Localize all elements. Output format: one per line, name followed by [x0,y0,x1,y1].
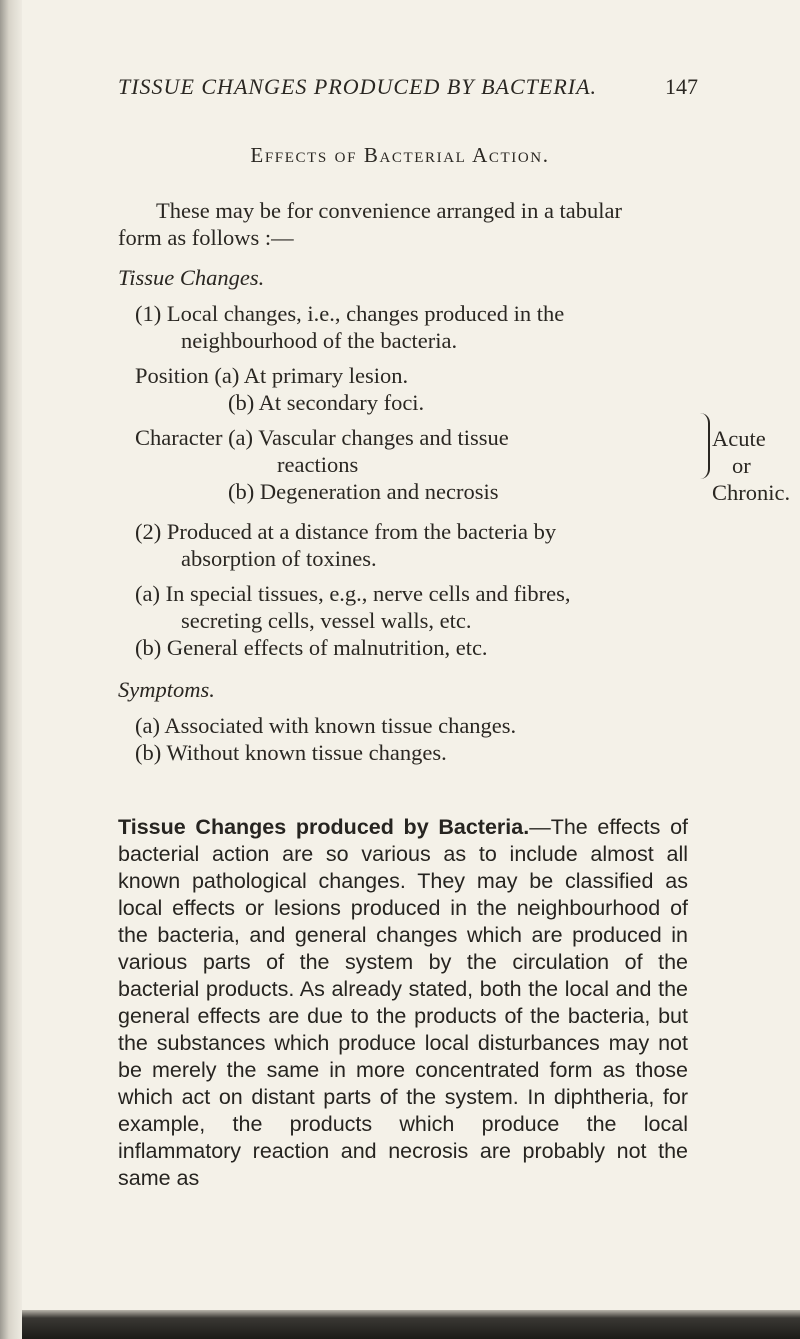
section-title: Effects of Bacterial Action. [250,143,550,167]
paragraph-run-in-heading: Tissue Changes produced by Bacteria. [118,815,530,839]
paragraph-text: —The effects of bacterial action are so various as to include almost all known pathological changes. They may be classified as local effects or lesions produced in the neighbourhood of the bacteria, and general changes which are produced in various parts of the system by the circulation of the bacterial products. As already stated, both the local and the general effects are due to the products of the bacteria, but the substances which produce local disturbances may not be merely the same in more concentrated form as those which act on distant parts of the system. In diphtheria, for example, the products which produce the local inflammatory reaction and necrosis are probably not the same as [118,815,689,1190]
item-2b: (b) General effects of malnutrition, etc. [135,635,488,660]
tissue-changes-heading: Tissue Changes. [118,265,265,290]
running-header [118,74,698,100]
position-a: Position (a) At primary lesion. [135,363,409,388]
item-2-line-1: (2) Produced at a distance from the bacteria by [135,519,557,544]
scan-bottom-edge [22,1310,800,1339]
acute-label: Acute [712,426,766,451]
intro-line-1: These may be for convenience arranged in a tabular [156,198,623,223]
item-1-line-2: neighbourhood of the bacteria. [181,328,458,353]
character-b: (b) Degeneration and necrosis [228,479,499,504]
running-title: TISSUE CHANGES PRODUCED BY BACTERIA. [118,74,598,99]
or-label: or [732,453,751,478]
chronic-label: Chronic. [712,480,791,505]
character-a-line-2: reactions [277,452,359,477]
intro-line-2: form as follows :— [118,225,294,250]
page-number: 147 [665,74,698,99]
item-2-line-2: absorption of toxines. [181,546,377,571]
symptom-a: (a) Associated with known tissue changes. [135,713,517,738]
position-b: (b) At secondary foci. [228,390,425,415]
grouping-brace [700,413,710,479]
character-a-line-1: Character (a) Vascular changes and tissue [135,425,509,450]
body-paragraph [118,814,688,1192]
symptom-b: (b) Without known tissue changes. [135,740,447,765]
item-1-line-1: (1) Local changes, i.e., changes produced in the [135,301,565,326]
item-2a-line-1: (a) In special tissues, e.g., nerve cells and fibres, [135,581,571,606]
symptoms-heading: Symptoms. [118,677,215,702]
item-2a-line-2: secreting cells, vessel walls, etc. [181,608,472,633]
